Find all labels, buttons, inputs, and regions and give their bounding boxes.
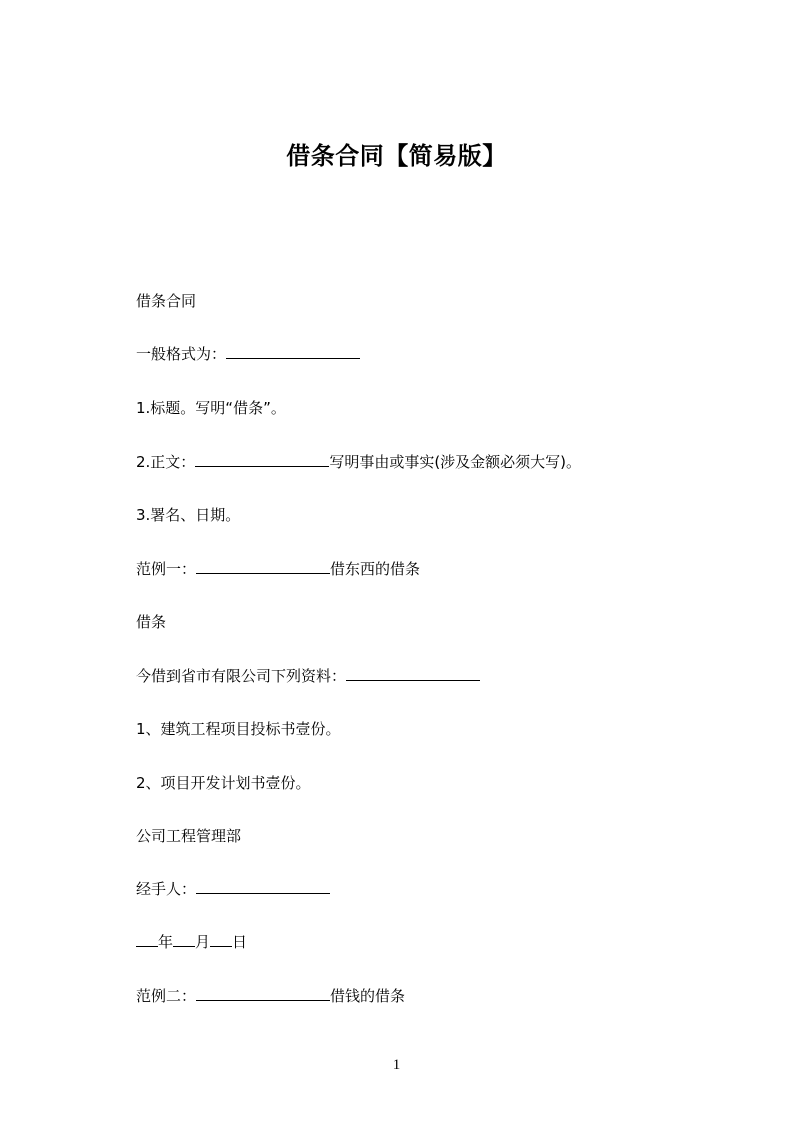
date-line	[136, 932, 247, 952]
rule-body-label: 2.正文：	[136, 453, 196, 471]
blank-underline	[195, 452, 329, 467]
format-line	[136, 344, 360, 364]
example-two-text: 借钱的借条	[330, 987, 406, 1005]
example-one-label: 范例一：	[136, 560, 197, 578]
blank-underline	[210, 932, 232, 947]
blank-underline	[196, 879, 330, 894]
rule-body-text: 写明事由或事实(涉及金额必须大写)。	[329, 453, 582, 471]
handler-label: 经手人：	[136, 880, 197, 898]
example-one-line	[136, 559, 420, 579]
date-day-label: 日	[232, 933, 248, 951]
borrow-statement-text: 今借到省市有限公司下列资料：	[136, 667, 347, 685]
blank-underline	[136, 932, 158, 947]
page-number: 1	[392, 1057, 401, 1073]
rule-signature-line: 3.署名、日期。	[136, 506, 241, 524]
section-heading: 借条合同	[136, 292, 197, 310]
example-two-line	[136, 986, 405, 1006]
blank-underline	[196, 986, 330, 1001]
blank-underline	[196, 559, 330, 574]
format-label: 一般格式为：	[136, 345, 227, 363]
rule-title-line: 1.标题。写明“借条”。	[136, 399, 286, 417]
document-title: 借条合同【简易版】	[286, 142, 507, 170]
department-line: 公司工程管理部	[136, 827, 242, 845]
borrow-statement-line	[136, 666, 480, 686]
blank-underline	[226, 344, 360, 359]
iou-heading: 借条	[136, 613, 167, 631]
example-one-text: 借东西的借条	[330, 560, 421, 578]
blank-underline	[346, 666, 480, 681]
item-one-line: 1、建筑工程项目投标书壹份。	[136, 720, 341, 738]
blank-underline	[173, 932, 195, 947]
rule-body-line	[136, 452, 581, 472]
date-year-label: 年	[158, 933, 174, 951]
handler-line	[136, 879, 330, 899]
item-two-line: 2、项目开发计划书壹份。	[136, 774, 311, 792]
date-month-label: 月	[195, 933, 211, 951]
example-two-label: 范例二：	[136, 987, 197, 1005]
